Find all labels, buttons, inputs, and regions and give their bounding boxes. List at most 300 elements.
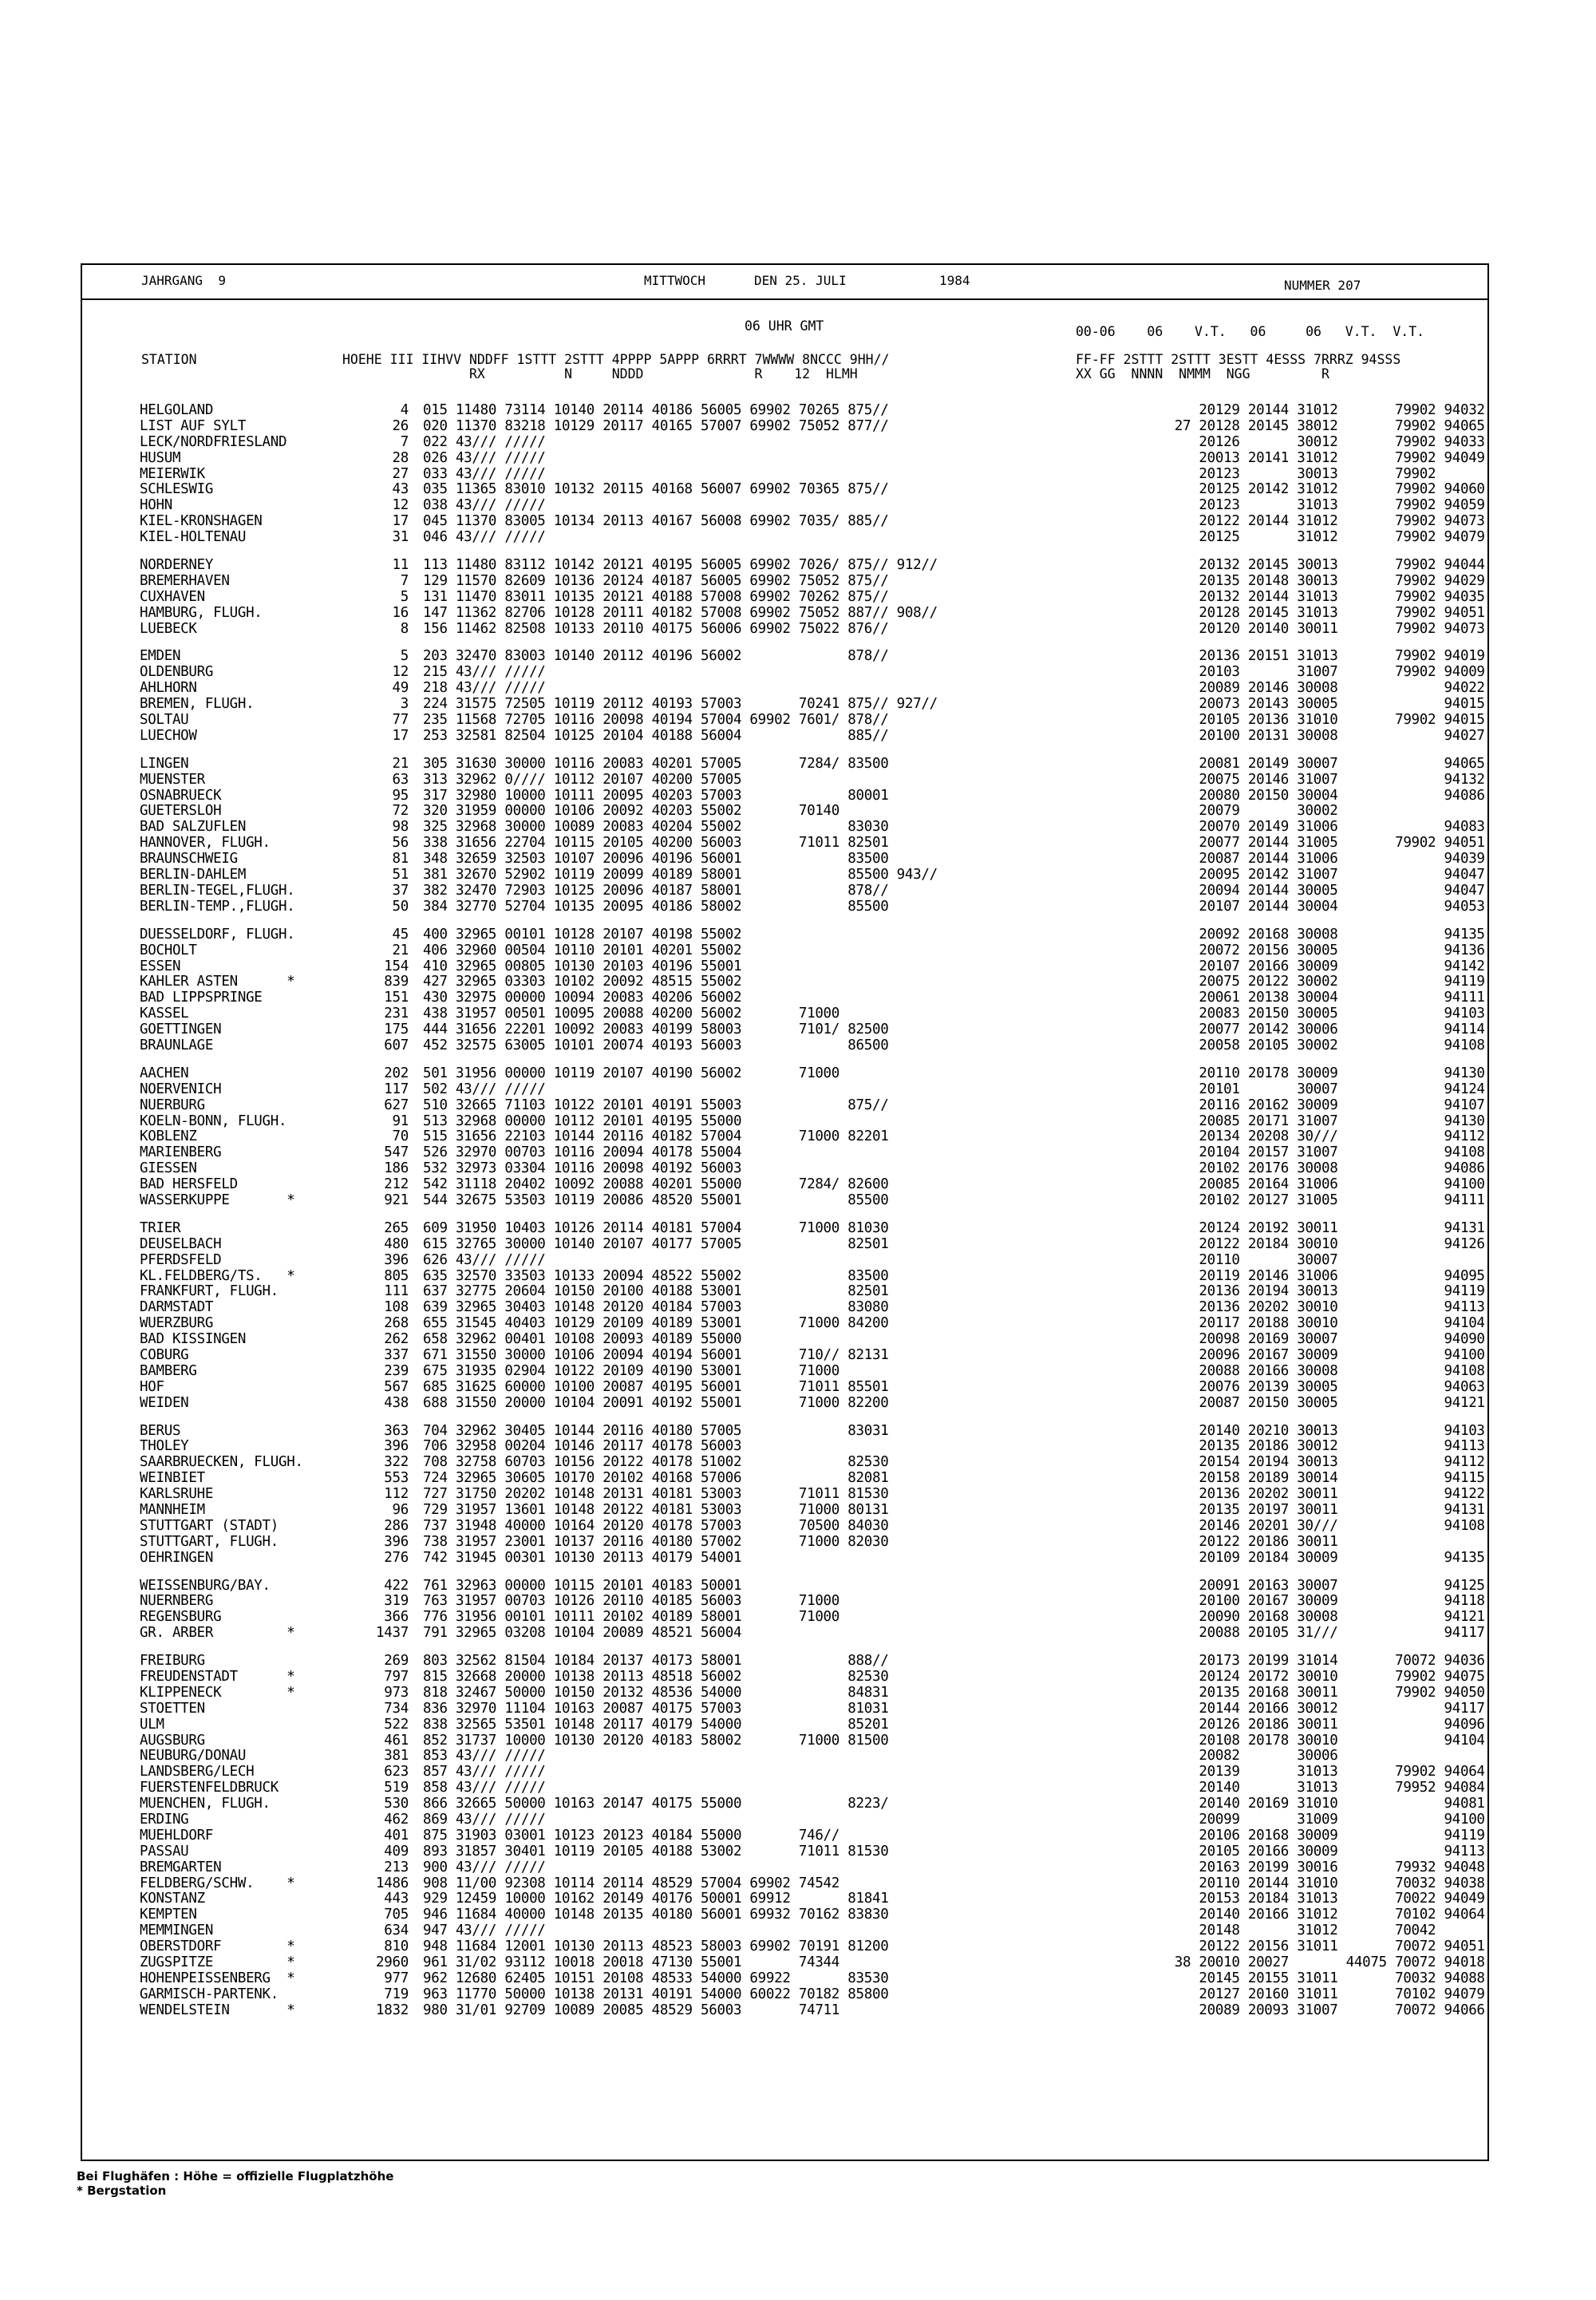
observation-values: 113 11480 83112 10142 20121 40195 56005 69902 7026/ 875// 912//	[423, 557, 938, 574]
station-name: AACHEN	[140, 1065, 189, 1081]
summary-values: 20136 20151 31013 79902 94019	[1150, 648, 1485, 665]
observation-values: 908 11/00 92308 10114 20114 48529 57004 69902 74542	[423, 1875, 840, 1891]
station-elevation: 91	[392, 1112, 409, 1129]
right-column-header: FF-FF 2STTT 2STTT 3ESTT 4ESSS 7RRRZ 94SSS	[1076, 352, 1401, 367]
station-elevation: 12	[392, 497, 409, 514]
observation-values: 253 32581 82504 10125 20104 40188 56004 885//	[423, 727, 889, 744]
summary-values: 20058 20105 30002 94108	[1150, 1037, 1485, 1053]
station-row	[140, 1300, 1488, 1316]
observation-values: 348 32659 32503 10107 20096 40196 56001 83500	[423, 851, 889, 867]
station-name: WUERZBURG	[140, 1315, 214, 1332]
station-name: WEISSENBURG/BAY.	[140, 1577, 271, 1594]
station-row	[140, 990, 1488, 1006]
station-row	[140, 1971, 1488, 1987]
station-elevation: 337	[384, 1346, 409, 1363]
station-name: NOERVENICH	[140, 1081, 222, 1097]
observation-values: 038 43/// /////	[423, 497, 546, 514]
station-elevation: 977	[384, 1970, 409, 1986]
observation-values: 836 32970 11104 10163 20087 40175 57003 81031	[423, 1700, 889, 1717]
observation-values: 727 31750 20202 10148 20131 40181 53003 71011 81530	[423, 1486, 889, 1503]
station-row	[140, 1503, 1488, 1519]
station-name: KEMPTEN	[140, 1907, 197, 1923]
station-elevation: 381	[384, 1748, 409, 1765]
station-elevation: 366	[384, 1609, 409, 1626]
station-group	[140, 1579, 1488, 1642]
station-name: DARMSTADT	[140, 1299, 214, 1316]
station-elevation: 462	[384, 1812, 409, 1828]
station-name: ESSEN	[140, 958, 181, 974]
observation-values: 510 32665 71103 10122 20101 40191 55003 875//	[423, 1097, 889, 1113]
station-elevation: 49	[392, 680, 409, 697]
station-group	[140, 649, 1488, 744]
summary-values: 20123 30013 79902	[1150, 465, 1436, 482]
summary-values: 20139 31013 79902 94064	[1150, 1764, 1485, 1780]
summary-values: 20085 20171 31007 94130	[1150, 1112, 1485, 1129]
station-name: HOF	[140, 1378, 164, 1395]
summary-values: 20079 30002	[1150, 803, 1338, 820]
station-row	[140, 435, 1488, 451]
station-name: SOLTAU	[140, 712, 189, 729]
main-column-subheader: RX N NDDD R 12 HLMH	[342, 366, 858, 381]
observation-values: 893 31857 30401 10119 20105 40188 53002 71011 81530	[423, 1843, 889, 1859]
station-elevation: 239	[384, 1362, 409, 1379]
station-row	[140, 1923, 1488, 1939]
station-elevation: 719	[384, 1986, 409, 2002]
summary-values: 20104 20157 31007 94108	[1150, 1144, 1485, 1161]
summary-values: 20110 20178 30009 94130	[1150, 1065, 1485, 1081]
summary-values: 20132 20145 30013 79902 94044	[1150, 557, 1485, 574]
summary-values: 20100 20167 30009 94118	[1150, 1593, 1485, 1610]
station-elevation: 5	[400, 588, 409, 605]
summary-values: 20122 20144 31012 79902 94073	[1150, 513, 1485, 530]
station-name: STOETTEN	[140, 1700, 205, 1717]
observation-values: 761 32963 00000 10115 20101 40183 50001	[423, 1577, 742, 1594]
observation-values: 544 32675 53503 10119 20086 48520 55001 85500	[423, 1191, 889, 1208]
station-elevation: 7	[400, 572, 409, 589]
station-elevation: 175	[384, 1022, 409, 1038]
station-name: HANNOVER, FLUGH.	[140, 835, 271, 852]
station-elevation: 1486	[376, 1875, 409, 1891]
summary-values: 20080 20150 30004 94086	[1150, 787, 1485, 804]
observation-values: 626 43/// /////	[423, 1251, 546, 1268]
station-row	[140, 757, 1488, 773]
station-elevation: 4	[400, 402, 409, 418]
station-row	[140, 1670, 1488, 1685]
station-name: GR. ARBER *	[140, 1625, 295, 1642]
station-elevation: 27	[392, 465, 409, 482]
station-elevation: 95	[392, 787, 409, 804]
station-elevation: 96	[392, 1502, 409, 1518]
station-row	[140, 1701, 1488, 1717]
right-column-subheader: XX GG NNNN NMMM NGG R	[1076, 366, 1329, 381]
issue-number: NUMMER 207	[1284, 278, 1361, 293]
observation-values: 675 31935 02904 10122 20109 40190 53001 71000	[423, 1362, 840, 1379]
summary-values: 20163 20199 30016 79932 94048	[1150, 1859, 1485, 1875]
observation-values: 929 12459 10000 10162 20149 40176 50001 69912 81841	[423, 1891, 889, 1907]
station-name: ERDING	[140, 1812, 189, 1828]
observation-values: 338 31656 22704 10115 20105 40200 56003 71011 82501	[423, 835, 889, 852]
station-row	[140, 1955, 1488, 1971]
station-row	[140, 1987, 1488, 2003]
station-name: MUEHLDORF	[140, 1827, 214, 1844]
observation-values: 452 32575 63005 10101 20074 40193 56003 86500	[423, 1037, 889, 1053]
summary-values: 20075 20146 31007 94132	[1150, 771, 1485, 788]
summary-values: 20136 20202 30010 94113	[1150, 1299, 1485, 1316]
observation-values: 020 11370 83218 10129 20117 40165 57007 69902 75052 877//	[423, 417, 889, 434]
station-elevation: 5	[400, 648, 409, 665]
station-elevation: 396	[384, 1533, 409, 1550]
summary-values: 20153 20184 31013 70022 94049	[1150, 1891, 1485, 1907]
station-name: KL.FELDBERG/TS. *	[140, 1267, 295, 1284]
station-elevation: 63	[392, 771, 409, 788]
summary-values: 20135 20148 30013 79902 94029	[1150, 572, 1485, 589]
station-row	[140, 713, 1488, 729]
station-group	[140, 1654, 1488, 2018]
station-elevation: 108	[384, 1299, 409, 1316]
station-row	[140, 788, 1488, 804]
station-elevation: 77	[392, 712, 409, 729]
summary-values: 20094 20144 30005 94047	[1150, 882, 1485, 899]
station-elevation: 443	[384, 1891, 409, 1907]
station-name: HUSUM	[140, 449, 181, 466]
station-name: WEINBIET	[140, 1470, 205, 1487]
observation-values: 203 32470 83003 10140 20112 40196 56002 878//	[423, 648, 889, 665]
observation-values: 317 32980 10000 10111 20095 40203 57003 80001	[423, 787, 889, 804]
station-elevation: 12	[392, 664, 409, 681]
station-name: SCHLESWIG	[140, 481, 214, 498]
station-row	[140, 1098, 1488, 1114]
summary-values: 20140 20166 31012 70102 94064	[1150, 1907, 1485, 1923]
summary-values: 20070 20149 31006 94083	[1150, 819, 1485, 836]
summary-values: 20108 20178 30010 94104	[1150, 1732, 1485, 1749]
station-name: OBERSTDORF *	[140, 1938, 295, 1955]
summary-values: 20146 20201 30/// 94108	[1150, 1517, 1485, 1534]
observation-values: 406 32960 00504 10110 20101 40201 55002	[423, 942, 742, 958]
station-elevation: 839	[384, 974, 409, 990]
station-name: OEHRINGEN	[140, 1549, 214, 1566]
observation-values: 866 32665 50000 10163 20147 40175 55000 8223/	[423, 1796, 889, 1812]
observation-values: 438 31957 00501 10095 20088 40200 56002 71000	[423, 1006, 840, 1022]
summary-values: 20126 20186 30011 94096	[1150, 1716, 1485, 1733]
station-elevation: 17	[392, 727, 409, 744]
observation-values: 853 43/// /////	[423, 1748, 546, 1765]
station-name: BERLIN-TEMP.,FLUGH.	[140, 898, 295, 915]
summary-values: 20144 20166 30012 94117	[1150, 1700, 1485, 1717]
summary-values: 20081 20149 30007 94065	[1150, 755, 1485, 772]
station-row	[140, 403, 1488, 419]
station-elevation: 202	[384, 1065, 409, 1081]
station-elevation: 623	[384, 1764, 409, 1780]
station-elevation: 1437	[376, 1625, 409, 1642]
footnote-airports: Bei Flughäfen : Höhe = offizielle Flugplatzhöhe	[77, 2169, 394, 2183]
station-row	[140, 558, 1488, 574]
station-elevation: 117	[384, 1081, 409, 1097]
station-name: BERLIN-TEGEL,FLUGH.	[140, 882, 295, 899]
station-name: TRIER	[140, 1219, 181, 1236]
station-elevation: 213	[384, 1859, 409, 1875]
station-elevation: 17	[392, 513, 409, 530]
station-row	[140, 1114, 1488, 1130]
station-name: BRAUNLAGE	[140, 1037, 214, 1053]
summary-values: 20077 20144 31005 79902 94051	[1150, 835, 1485, 852]
station-name: LINGEN	[140, 755, 189, 772]
station-elevation: 522	[384, 1716, 409, 1733]
summary-values: 20100 20131 30008 94027	[1150, 727, 1485, 744]
station-name: NUERBURG	[140, 1097, 205, 1113]
summary-values: 20088 20105 31/// 94117	[1150, 1625, 1485, 1642]
observation-values: 635 32570 33503 10133 20094 48522 55002 83500	[423, 1267, 889, 1284]
station-name: LANDSBERG/LECH	[140, 1764, 255, 1780]
station-elevation: 607	[384, 1037, 409, 1053]
station-row	[140, 1396, 1488, 1412]
station-name: GARMISCH-PARTENK.	[140, 1986, 279, 2002]
station-elevation: 112	[384, 1486, 409, 1503]
station-row	[140, 1129, 1488, 1145]
station-name: HOHENPEISSENBERG *	[140, 1970, 295, 1986]
observation-values: 501 31956 00000 10119 20107 40190 56002 71000	[423, 1065, 840, 1081]
station-row	[140, 1551, 1488, 1567]
summary-values: 20087 20150 30005 94121	[1150, 1394, 1485, 1411]
station-row	[140, 574, 1488, 590]
observation-values: 763 31957 00703 10126 20110 40185 56003 71000	[423, 1593, 840, 1610]
summary-values: 20076 20139 30005 94063	[1150, 1378, 1485, 1395]
station-name: MANNHEIM	[140, 1502, 205, 1518]
summary-values: 20089 20093 31007 70072 94066	[1150, 2002, 1485, 2018]
station-row	[140, 1685, 1488, 1701]
summary-values: 20110 20144 31010 70032 94038	[1150, 1875, 1485, 1891]
station-row	[140, 1939, 1488, 1955]
main-column-header: HOEHE III IIHVV NDDFF 1STTT 2STTT 4PPPP 5APPP 6RRRT 7WWWW 8NCCC 9HH//	[342, 352, 890, 367]
observation-values: 325 32968 30000 10089 20083 40204 55002 83030	[423, 819, 889, 836]
station-name: MUENSTER	[140, 771, 205, 788]
station-name: THOLEY	[140, 1438, 189, 1455]
summary-values: 20013 20141 31012 79902 94049	[1150, 449, 1485, 466]
observation-values: 515 31656 22103 10144 20116 40182 57004 71000 82201	[423, 1128, 889, 1145]
station-name: NUERNBERG	[140, 1593, 214, 1610]
station-elevation: 547	[384, 1144, 409, 1161]
station-row	[140, 1022, 1488, 1038]
station-row	[140, 498, 1488, 514]
station-name: HOHN	[140, 497, 172, 514]
station-name: MARIENBERG	[140, 1144, 222, 1161]
station-name: PASSAU	[140, 1843, 189, 1859]
summary-values: 20145 20155 31011 70032 94088	[1150, 1970, 1485, 1986]
station-elevation: 438	[384, 1394, 409, 1411]
station-elevation: 734	[384, 1700, 409, 1717]
summary-values: 20099 31009 94100	[1150, 1812, 1485, 1828]
station-elevation: 8	[400, 620, 409, 637]
station-elevation: 45	[392, 926, 409, 943]
summary-values: 20173 20199 31014 70072 94036	[1150, 1653, 1485, 1670]
station-name: BREMERHAVEN	[140, 572, 230, 589]
summary-values: 20129 20144 31012 79902 94032	[1150, 402, 1485, 418]
station-elevation: 567	[384, 1378, 409, 1395]
station-elevation: 21	[392, 755, 409, 772]
observation-values: 532 32973 03304 10116 20098 40192 56003	[423, 1160, 742, 1177]
observation-values: 857 43/// /////	[423, 1764, 546, 1780]
summary-values: 20122 20184 30010 94126	[1150, 1235, 1485, 1252]
summary-values: 20095 20142 31007 94047	[1150, 867, 1485, 883]
summary-values: 20110 30007	[1150, 1251, 1338, 1268]
station-name: BERUS	[140, 1422, 181, 1439]
station-row	[140, 1907, 1488, 1923]
station-name: EMDEN	[140, 648, 181, 665]
station-row	[140, 1749, 1488, 1765]
station-elevation: 26	[392, 417, 409, 434]
observation-values: 791 32965 03208 10104 20089 48521 56004	[423, 1625, 742, 1642]
station-name: KOBLENZ	[140, 1128, 197, 1145]
station-row	[140, 1269, 1488, 1285]
station-elevation: 111	[384, 1283, 409, 1300]
station-elevation: 43	[392, 481, 409, 498]
station-name: KASSEL	[140, 1006, 189, 1022]
station-elevation: 363	[384, 1422, 409, 1439]
summary-values: 20088 20166 30008 94108	[1150, 1362, 1485, 1379]
summary-values: 20107 20144 30004 94053	[1150, 898, 1485, 915]
observation-values: 015 11480 73114 10140 20114 40186 56005 69902 70265 875//	[423, 402, 889, 418]
station-name: NORDERNEY	[140, 557, 214, 574]
station-row	[140, 1765, 1488, 1780]
summary-values: 20154 20194 30013 94112	[1150, 1454, 1485, 1471]
station-row	[140, 852, 1488, 867]
footnote-mountain-station: * Bergstation	[77, 2183, 167, 2198]
station-elevation: 2960	[376, 1954, 409, 1971]
station-elevation: 31	[392, 529, 409, 546]
observation-values: 444 31656 22201 10092 20083 40199 58003 7101/ 82500	[423, 1022, 889, 1038]
station-elevation: 396	[384, 1251, 409, 1268]
station-name: FREIBURG	[140, 1653, 205, 1670]
station-name: GUETERSLOH	[140, 803, 222, 820]
station-group	[140, 927, 1488, 1054]
station-group	[140, 403, 1488, 546]
station-row	[140, 514, 1488, 530]
summary-values: 20140 20169 31010 94081	[1150, 1796, 1485, 1812]
observation-values: 129 11570 82609 10136 20124 40187 56005 69902 75052 875//	[423, 572, 889, 589]
summary-values: 20140 31013 79952 94084	[1150, 1780, 1485, 1796]
summary-values: 20103 31007 79902 94009	[1150, 664, 1485, 681]
observation-values: 026 43/// /////	[423, 449, 546, 466]
date: DEN 25. JULI	[754, 273, 847, 288]
station-name: STUTTGART, FLUGH.	[140, 1533, 279, 1550]
station-elevation: 70	[392, 1128, 409, 1145]
observation-values: 706 32958 00204 10146 20117 40178 56003	[423, 1438, 742, 1455]
station-row	[140, 1733, 1488, 1749]
observation-values: 852 31737 10000 10130 20120 40183 58002 71000 81500	[423, 1732, 889, 1749]
station-row	[140, 419, 1488, 435]
station-row	[140, 681, 1488, 697]
summary-values: 20125 31012 79902 94079	[1150, 529, 1485, 546]
station-row	[140, 1780, 1488, 1796]
observation-values: 948 11684 12001 10130 20113 48523 58003 69902 70191 81200	[423, 1938, 889, 1955]
station-name: LUECHOW	[140, 727, 197, 744]
station-elevation: 276	[384, 1549, 409, 1566]
observation-values: 655 31545 40403 10129 20109 40189 53001 71000 84200	[423, 1315, 889, 1332]
observation-values: 961 31/02 93112 10018 20018 47130 55001 74344	[423, 1954, 840, 1971]
summary-values: 20077 20142 30006 94114	[1150, 1022, 1485, 1038]
station-row	[140, 1626, 1488, 1642]
station-row	[140, 1579, 1488, 1595]
station-name: BAMBERG	[140, 1362, 197, 1379]
station-row	[140, 1717, 1488, 1733]
station-row	[140, 1796, 1488, 1812]
station-elevation: 627	[384, 1097, 409, 1113]
station-name: LECK/NORDFRIESLAND	[140, 433, 287, 450]
summary-values: 20105 20166 30009 94113	[1150, 1843, 1485, 1859]
station-elevation: 461	[384, 1732, 409, 1749]
station-row	[140, 1177, 1488, 1193]
station-name: KOELN-BONN, FLUGH.	[140, 1112, 287, 1129]
station-row	[140, 899, 1488, 915]
station-row	[140, 1610, 1488, 1626]
summary-values: 20075 20122 30002 94119	[1150, 974, 1485, 990]
summary-values: 20101 30007 94124	[1150, 1081, 1485, 1097]
jahrgang: JAHRGANG 9	[141, 273, 226, 288]
observation-values: 688 31550 20000 10104 20091 40192 55001 71000 82200	[423, 1394, 889, 1411]
observation-values: 737 31948 40000 10164 20120 40178 57003 70500 84030	[423, 1517, 889, 1534]
station-row	[140, 482, 1488, 498]
year: 1984	[939, 273, 970, 288]
observation-values: 542 31118 20402 10092 20088 40201 55000 7284/ 82600	[423, 1176, 889, 1193]
station-elevation: 396	[384, 1438, 409, 1455]
station-name: BOCHOLT	[140, 942, 197, 958]
station-elevation: 28	[392, 449, 409, 466]
station-row	[140, 1082, 1488, 1098]
station-name: OLDENBURG	[140, 664, 214, 681]
weekday: MITTWOCH	[644, 273, 706, 288]
station-row	[140, 1364, 1488, 1380]
station-row	[140, 1535, 1488, 1551]
summary-values: 20135 20168 30011 79902 94050	[1150, 1684, 1485, 1701]
station-row	[140, 1221, 1488, 1237]
summary-values: 20102 20127 31005 94111	[1150, 1191, 1485, 1208]
observation-values: 742 31945 00301 10130 20113 40179 54001	[423, 1549, 742, 1566]
observation-values: 738 31957 23001 10137 20116 40180 57002 71000 82030	[423, 1533, 889, 1550]
station-group	[140, 1221, 1488, 1412]
observation-values: 131 11470 83011 10135 20121 40188 57008 69902 70262 875//	[423, 588, 889, 605]
summary-values: 27 20128 20145 38012 79902 94065	[1150, 417, 1485, 434]
summary-values: 20098 20169 30007 94090	[1150, 1331, 1485, 1348]
station-row	[140, 1284, 1488, 1300]
observation-values: 803 32562 81504 10184 20137 40173 58001 888//	[423, 1653, 889, 1670]
observation-values: 427 32965 03303 10102 20092 48515 55002	[423, 974, 742, 990]
station-row	[140, 974, 1488, 990]
summary-values: 20091 20163 30007 94125	[1150, 1577, 1485, 1594]
station-name: OSNABRUECK	[140, 787, 222, 804]
observation-values: 035 11365 83010 10132 20115 40168 56007 69902 70365 875//	[423, 481, 889, 498]
station-name: KAHLER ASTEN *	[140, 974, 295, 990]
observation-values: 218 43/// /////	[423, 680, 546, 697]
station-name: GIESSEN	[140, 1160, 197, 1177]
station-elevation: 37	[392, 882, 409, 899]
station-name: KIEL-HOLTENAU	[140, 529, 247, 546]
station-group	[140, 757, 1488, 915]
summary-values: 20107 20166 30009 94142	[1150, 958, 1485, 974]
station-elevation: 286	[384, 1517, 409, 1534]
station-elevation: 154	[384, 958, 409, 974]
station-row	[140, 1828, 1488, 1844]
station-elevation: 973	[384, 1684, 409, 1701]
summary-values: 20105 20136 31010 79902 94015	[1150, 712, 1485, 729]
summary-values: 20082 30006	[1150, 1748, 1338, 1765]
station-row	[140, 959, 1488, 975]
station-elevation: 7	[400, 433, 409, 450]
summary-values: 20122 20186 30011	[1150, 1533, 1338, 1550]
header-rule	[82, 298, 1487, 300]
observation-values: 046 43/// /////	[423, 529, 546, 546]
summary-values: 20126 30012 79902 94033	[1150, 433, 1485, 450]
station-row	[140, 649, 1488, 665]
station-elevation: 322	[384, 1454, 409, 1471]
